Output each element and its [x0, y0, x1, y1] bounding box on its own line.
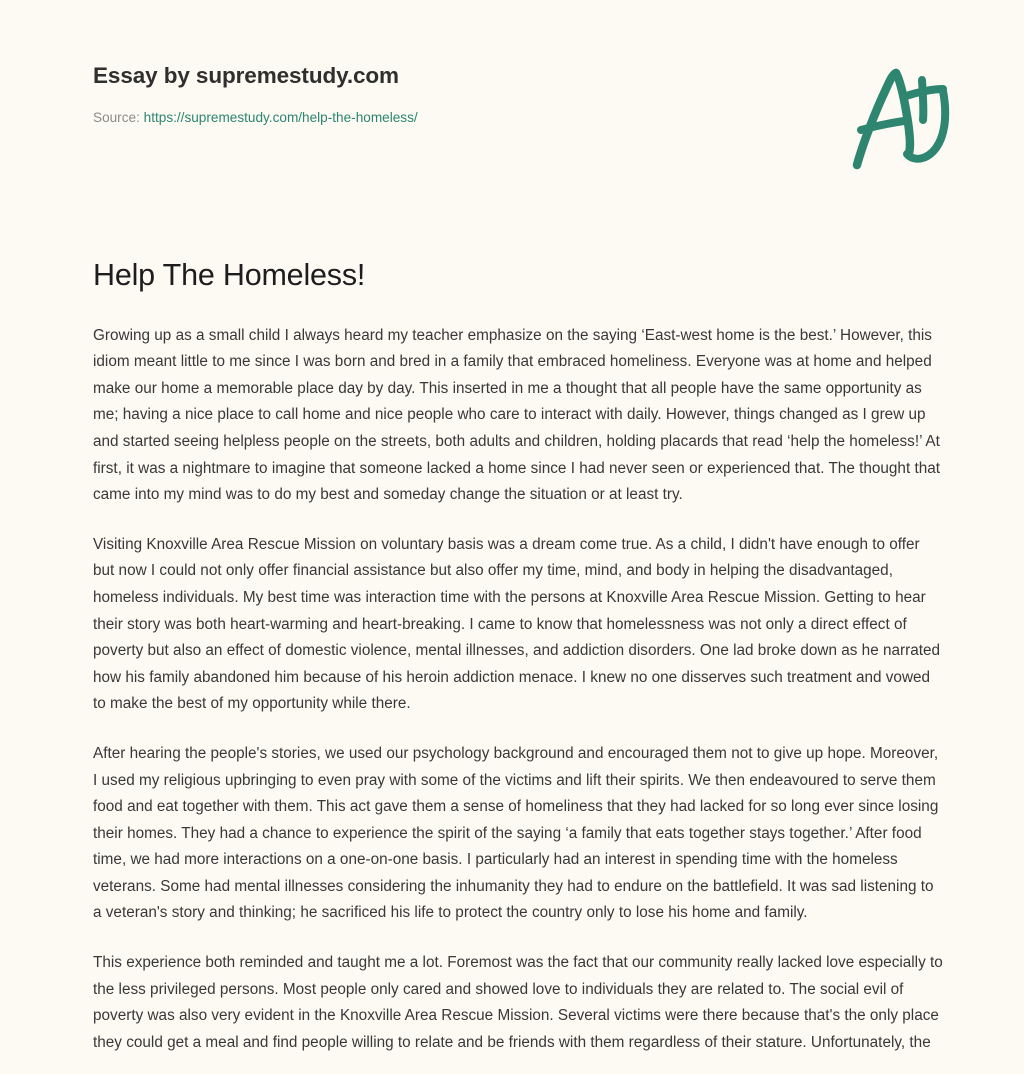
source-url-link[interactable]: https://supremestudy.com/help-the-homeless/ — [143, 110, 418, 125]
article-container — [0, 175, 1024, 1056]
article-paragraph: This experience both reminded and taught me a lot. Foremost was the fact that our community really lacked love especially to the less privileged persons. Most people only cared and showed love to individuals they are related to. The social evil of poverty was also very evident in the Knoxville Area Rescue Mission. Several victims were there because that's the only place they could get a meal and find people willing to relate and be friends with them regardless of their stature. Unfortunately, the — [93, 954, 943, 1051]
site-logo[interactable] — [844, 58, 962, 180]
essay-byline: Essay by supremestudy.com — [93, 63, 399, 88]
source-line — [93, 110, 960, 127]
article-paragraph: After hearing the people's stories, we used our psychology background and encouraged them not to give up hope. Moreover, I used my religious upbringing to even pray with some of the victims and lift their spirits. We then endeavoured to serve them food and eat together with them. This act gave them a sense of homeliness that they had lacked for so long ever since losing their homes. They had a chance to experience the spirit of the saying ‘a family that eats together stays together.’ After food time, we had more interactions on a one-on-one basis. I particularly had an interest in spending time with the homeless veterans. Some had mental illnesses considering the inhumanity they had to endure on the battlefield. It was sad listening to a veteran's story and thinking; he sacrificed his life to protect the country only to lose his home and family. — [93, 744, 939, 922]
article-body — [93, 323, 944, 1057]
document-header — [0, 0, 1024, 175]
a-plus-logo-icon — [844, 58, 962, 180]
article-paragraph: Growing up as a small child I always heard my teacher emphasize on the saying ‘East-west home is the best.’ However, this idiom meant little to me since I was born and bred in a family that embraced homeliness. Everyone was at home and helped make our home a memorable place day by day. This inserted in me a thought that all people have the same opportunity as me; having a nice place to call home and nice people who care to interact with daily. However, things changed as I grew up and started seeing helpless people on the streets, both adults and children, holding placards that read ‘help the homeless!’ At first, it was a nightmare to imagine that someone lacked a home since I had never seen or experienced that. The thought that came into my mind was to do my best and someday change the situation or at least try. — [93, 326, 941, 504]
source-label: Source: — [93, 110, 140, 125]
page-title: Help The Homeless! — [93, 258, 366, 292]
header-text-block — [93, 62, 960, 127]
article-paragraph: Visiting Knoxville Area Rescue Mission on voluntary basis was a dream come true. As a child, I didn't have enough to offer but now I could not only offer financial assistance but also offer my time, mind, and body in helping the disadvantaged, homeless individuals. My best time was interaction time with the persons at Knoxville Area Rescue Mission. Getting to hear their story was both heart-warming and heart-breaking. I came to know that homelessness was not only a direct effect of poverty but also an effect of domestic violence, mental illnesses, and addiction disorders. One lad broke down as he narrated how his family abandoned him because of his heroin addiction menace. I knew no one disserves such treatment and vowed to make the best of my opportunity while there. — [93, 535, 941, 713]
